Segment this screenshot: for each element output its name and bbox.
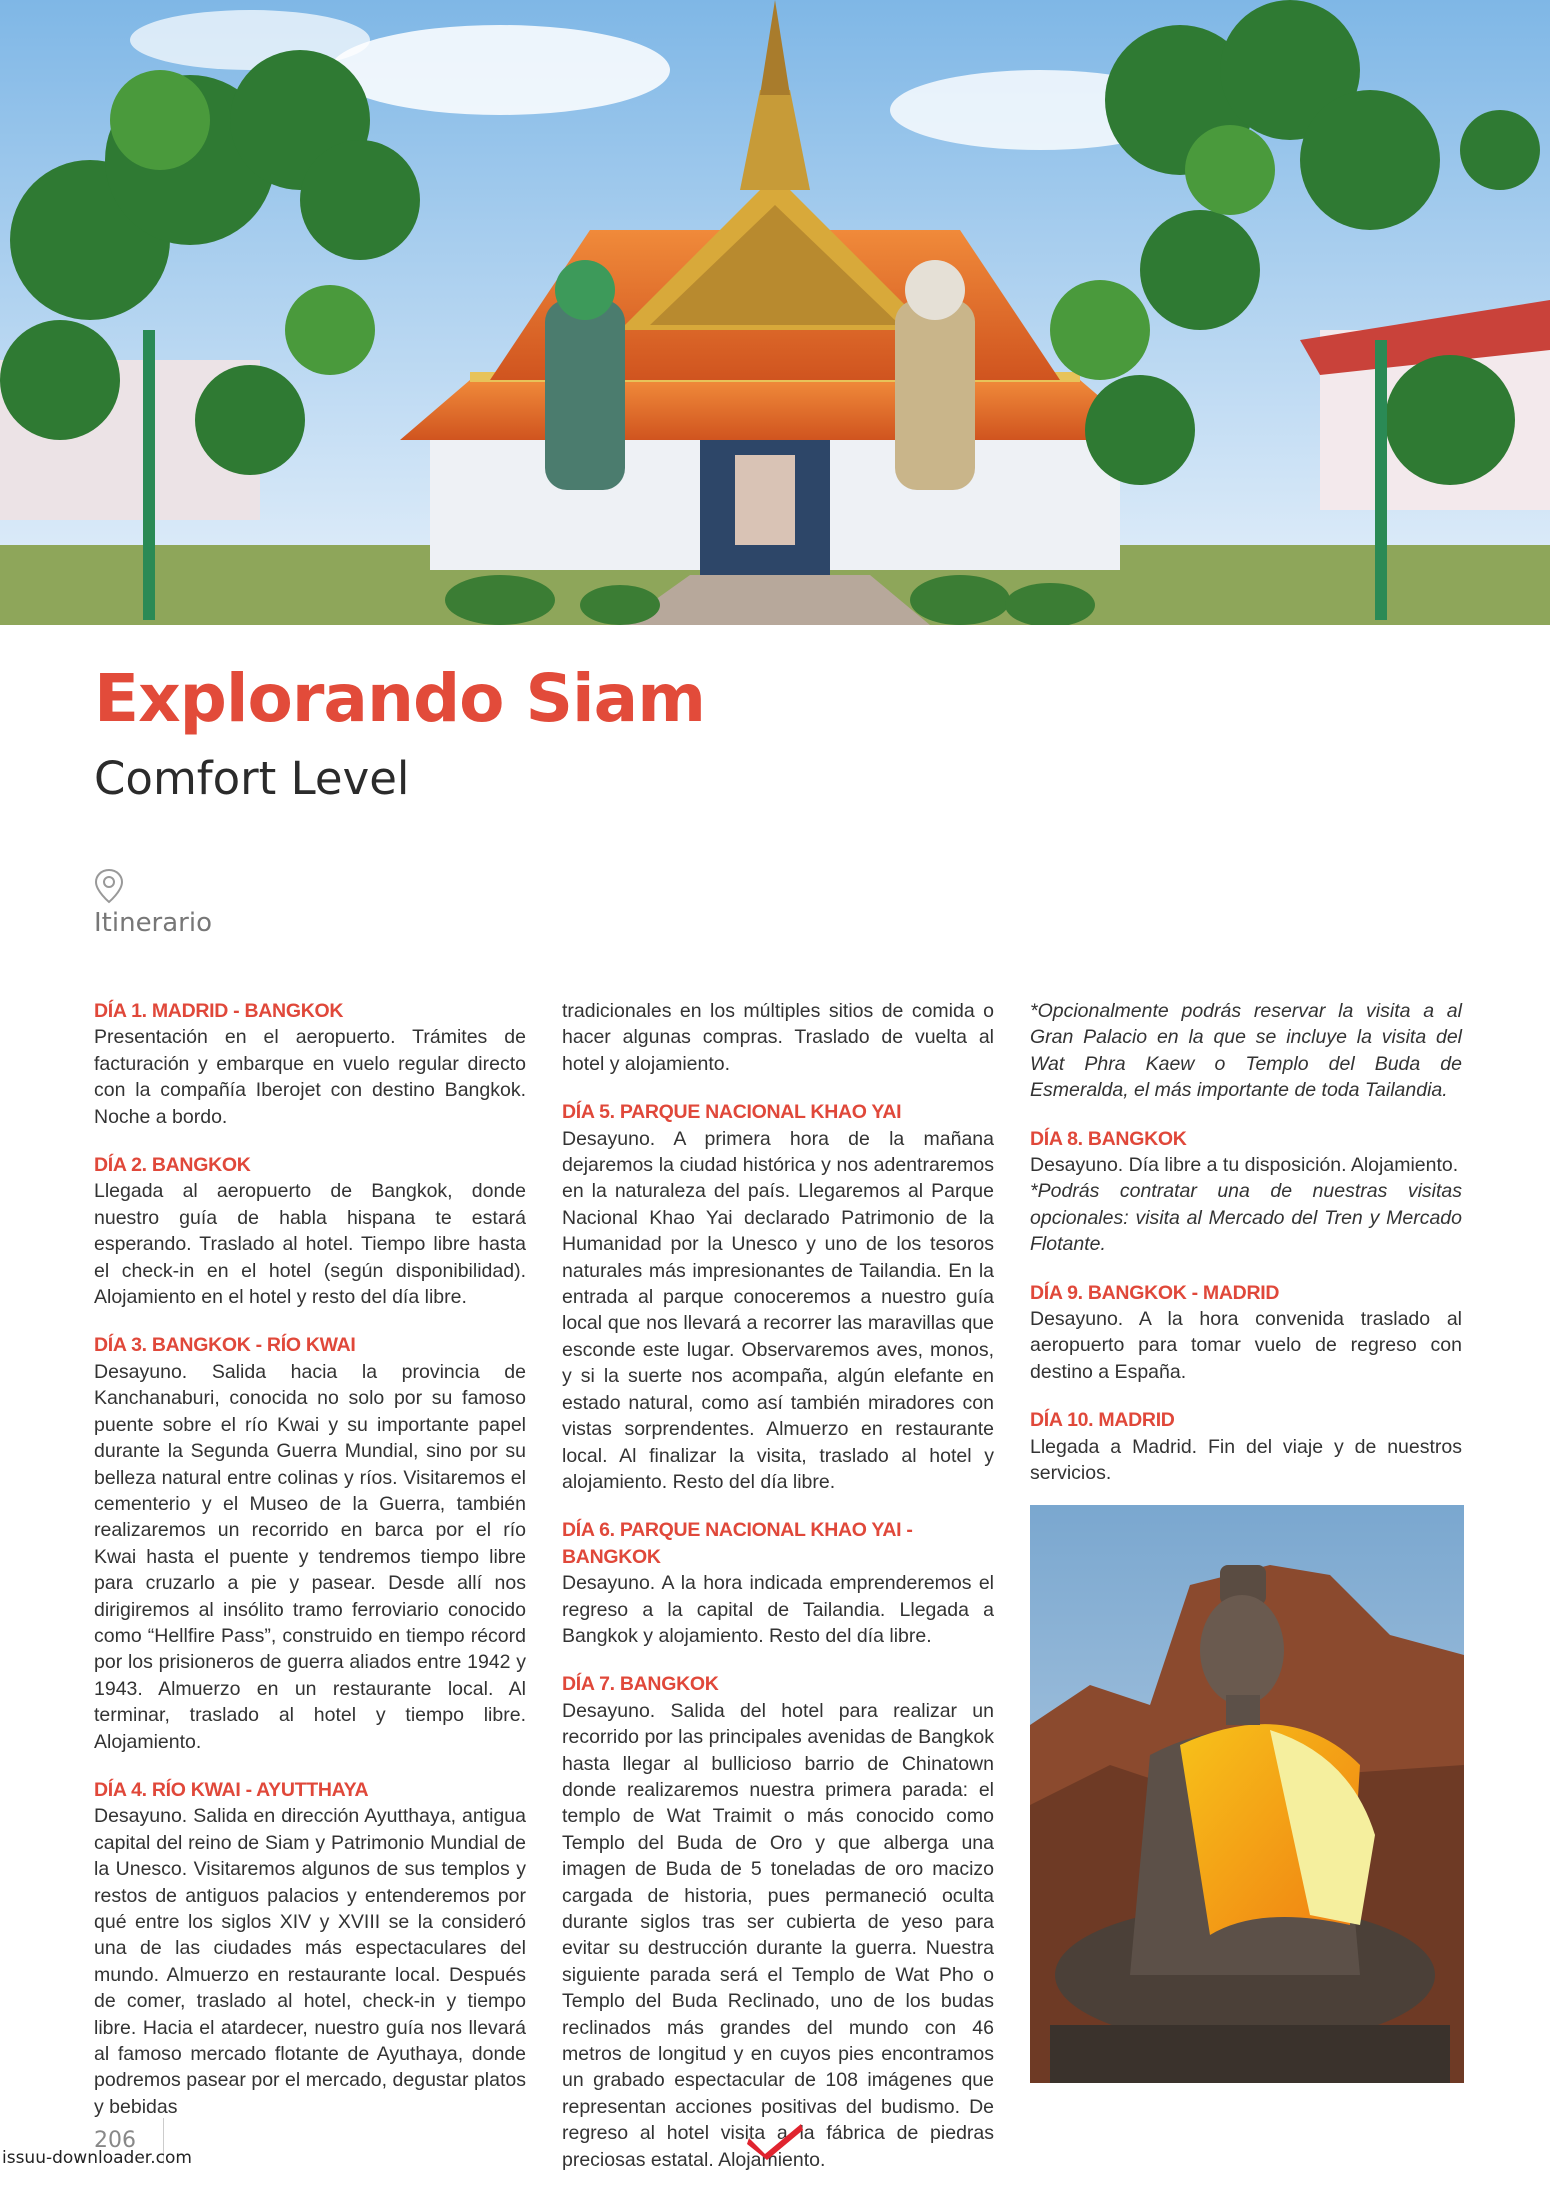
page-number: 206 — [94, 2128, 136, 2153]
day-7 — [562, 1671, 994, 2173]
day-text: Llegada a Madrid. Fin del viaje y de nuestros servicios. — [1030, 1435, 1462, 1485]
day-text: Desayuno. Día libre a tu disposición. Alojamiento. — [1030, 1154, 1459, 1177]
itinerary-label: Itinerario — [94, 908, 213, 938]
day-6 — [562, 1517, 994, 1649]
day-title: DÍA 8. BANGKOK — [1030, 1127, 1187, 1150]
day-8 — [1030, 1126, 1462, 1258]
itinerary-column-3 — [1030, 998, 1462, 1509]
day-text: Llegada al aeropuerto de Bangkok, donde nuestro guía de habla hispana te estará esperando. Traslado al hotel. Tiempo libre hasta el check-in en el hotel (según disponibilidad). Alojamiento en el hotel y resto del día libre. — [94, 1180, 526, 1309]
day-3 — [94, 1332, 526, 1755]
day-text: Presentación en el aeropuerto. Trámites de facturación y embarque en vuelo regular directo con la compañía Iberojet con destino Bangkok. Noche a bordo. — [94, 1026, 526, 1128]
day-title: DÍA 6. PARQUE NACIONAL KHAO YAI - BANGKOK — [562, 1519, 913, 1568]
day-title: DÍA 3. BANGKOK - RÍO KWAI — [94, 1334, 356, 1357]
hero-temple-photo — [0, 0, 1550, 625]
checkmark-logo-icon — [745, 2120, 805, 2162]
page-subtitle: Comfort Level — [94, 752, 410, 805]
day-text: Desayuno. A primera hora de la mañana dejaremos la ciudad histórica y nos adentraremos en la naturaleza del país. Llegaremos al Parque Nacional Khao Yai declarado Patrimonio de la Humanidad por la Unesco y uno de los tesoros naturales más impresionantes de Tailandia. En la entrada al parque conoceremos a nuestro guía local que nos llevará a recorrer las maravillas que esconde este lugar. Observaremos aves, monos, y si la suerte nos acompaña, algún elefante en estado natural, como así también miradores con vistas sorprendentes. Almuerzo en restaurante local. Al finalizar la visita, traslado al hotel y alojamiento. Resto del día libre. — [562, 1127, 994, 1493]
itinerary-column-1 — [94, 998, 526, 2142]
day-title: DÍA 7. BANGKOK — [562, 1673, 719, 1696]
day-title: DÍA 1. MADRID - BANGKOK — [94, 1000, 344, 1022]
day-4 — [94, 1777, 526, 2120]
day-9 — [1030, 1280, 1462, 1386]
day-title: DÍA 9. BANGKOK - MADRID — [1030, 1281, 1280, 1304]
day-title: DÍA 5. PARQUE NACIONAL KHAO YAI — [562, 1101, 902, 1124]
day-text: Desayuno. A la hora indicada emprenderemos el regreso a la capital de Tailandia. Llegada a Bangkok y alojamiento. Resto del día libre. — [562, 1572, 994, 1647]
day-title: DÍA 10. MADRID — [1030, 1409, 1175, 1432]
location-pin-icon — [94, 868, 124, 904]
day-text: Desayuno. Salida en dirección Ayutthaya, antigua capital del reino de Siam y Patrimonio Mundial de la Unesco. Visitaremos algunos de sus templos y restos de antiguos palacios y entenderemos por qué entre los siglos XIV y XVIII se la consideró una de las ciudades más espectaculares del mundo. Almuerzo en restaurante local. Después de comer, traslado al hotel, check-in y tiempo libre. Hacia el atardecer, nuestro guía nos llevará al famoso mercado flotante de Ayuthaya, donde podremos pasear por el mercado, degustar platos y bebidas — [94, 1805, 526, 2118]
buddha-statue-photo — [1030, 1505, 1464, 2083]
day-title: DÍA 4. RÍO KWAI - AYUTTHAYA — [94, 1778, 369, 1801]
day-10 — [1030, 1407, 1462, 1486]
day-title: DÍA 2. BANGKOK — [94, 1154, 251, 1177]
watermark: issuu-downloader.com — [2, 2148, 192, 2168]
day-2 — [94, 1152, 526, 1310]
day-4-continuation: tradicionales en los múltiples sitios de comida o hacer algunas compras. Traslado de vuelta al hotel y alojamiento. — [562, 1000, 994, 1075]
day-text: Desayuno. Salida hacia la provincia de Kanchanaburi, conocida no solo por su famoso puente sobre el río Kwai y su importante papel durante la Segunda Guerra Mundial, sino por su belleza natural entre colinas y ríos. Visitaremos el cementerio y el Museo de la Guerra, también realizaremos un recorrido en barca por el río Kwai hasta el puente y tendremos tiempo libre para cruzarlo a pie y pasear. Desde allí nos dirigiremos al insólito tramo ferroviario conocido como “Hellfire Pass”, construido en tiempo récord por los prisioneros de guerra aliados entre 1942 y 1943. Almuerzo en un restaurante local. Al terminar, traslado al hotel y tiempo libre. Alojamiento. — [94, 1360, 526, 1753]
page-title: Explorando Siam — [94, 660, 705, 737]
day-text: Desayuno. Salida del hotel para realizar un recorrido por las principales avenidas de Bangkok hasta llegar al bullicioso barrio de Chinatown donde realizaremos nuestra primera parada: el templo de Wat Traimit o más conocido como Templo del Buda de Oro y que alberga una imagen de Buda de 5 toneladas de oro macizo cargada de historia, pues permaneció oculta durante siglos tras ser cubierta de yeso para evitar su destrucción durante la guerra. Nuestra siguiente parada será el Templo de Wat Pho o Templo del Buda Reclinado, uno de los budas reclinados más grandes del mundo con 46 metros de longitud y en cuyos pies encontramos un grabado espectacular de 108 imágenes que representan acciones positivas del budismo. De regreso al hotel visita a la fábrica de piedras preciosas estatal. Alojamiento. — [562, 1699, 994, 2171]
day-1 — [94, 998, 526, 1130]
day-text: Desayuno. A la hora convenida traslado al aeropuerto para tomar vuelo de regreso con destino a España. — [1030, 1308, 1462, 1383]
itinerary-column-2 — [562, 998, 994, 2195]
day-5 — [562, 1099, 994, 1495]
optional-note: *Opcionalmente podrás reservar la visita a al Gran Palacio en la que se incluye la visita del Wat Phra Kaew o Templo del Buda de Esmeralda, el más importante de toda Tailandia. — [1030, 1000, 1462, 1102]
day-note: *Podrás contratar una de nuestras visitas opcionales: visita al Mercado del Tren y Mercado Flotante. — [1030, 1180, 1462, 1256]
